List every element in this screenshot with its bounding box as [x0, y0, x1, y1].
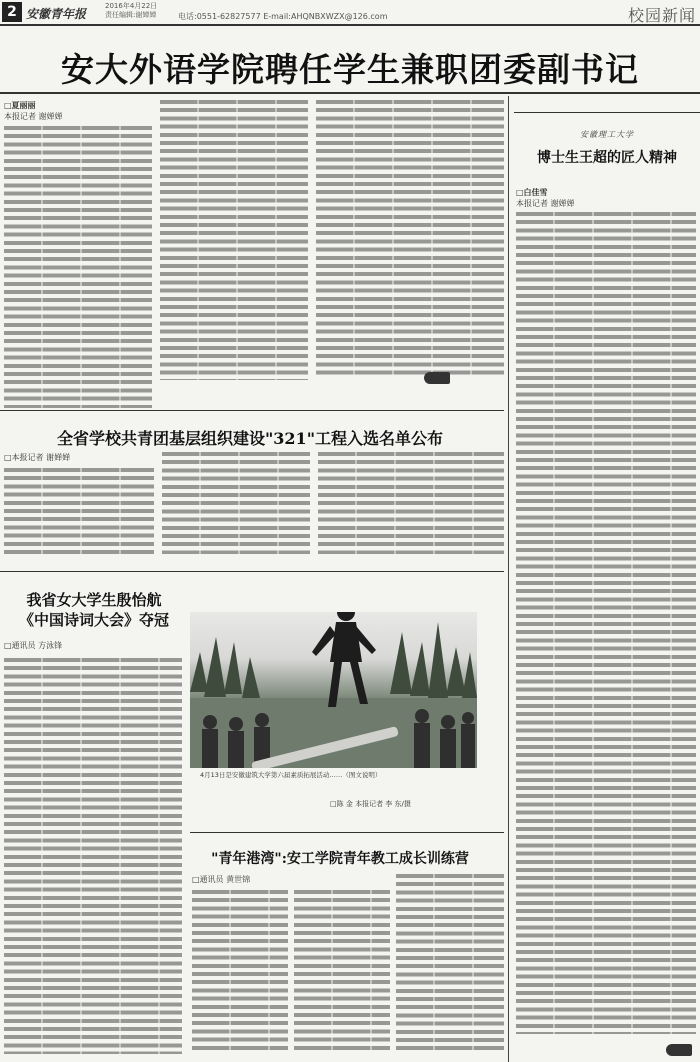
- photo-credit: □陈 金 本报记者 李 东/摄: [330, 800, 411, 808]
- third-headline-line-1: 我省女大学生殷怡航: [26, 591, 162, 609]
- third-headline: [4, 590, 184, 630]
- issue-date-line: 2016年4月22日: [105, 2, 158, 10]
- fourth-article-column-3: [396, 874, 504, 1054]
- section-rule-2: [0, 410, 504, 411]
- fourth-article-column-2: [294, 890, 390, 1054]
- section-rule-3: [0, 571, 504, 572]
- side-end-mark: [666, 1044, 692, 1056]
- masthead: [0, 0, 700, 26]
- fourth-headline: "青年港湾":安工学院青年教工成长训练营: [211, 851, 469, 867]
- fourth-byline: □通讯员 黄世锦: [192, 875, 251, 884]
- third-byline: □通讯员 方泳锋: [4, 641, 63, 650]
- second-article-column-2: [162, 452, 310, 554]
- main-article-column-1: [4, 126, 152, 408]
- main-article-column-3: [316, 100, 504, 376]
- main-byline-reporter: 本报记者 谢婵婵: [4, 112, 63, 121]
- second-article-column-1: [4, 468, 154, 554]
- side-top-rule: [514, 112, 700, 113]
- second-byline: □本报记者 谢婵婵: [4, 453, 71, 462]
- main-headline: 安大外语学院聘任学生兼职团委副书记: [61, 50, 639, 89]
- news-photo: [190, 612, 477, 768]
- side-byline-reporter: 本报记者 谢婵婵: [516, 199, 575, 208]
- fourth-article-column-1: [192, 890, 288, 1054]
- third-article-text: [4, 658, 182, 1054]
- side-byline-author: □白佳雪: [516, 188, 548, 197]
- side-article-text: [516, 212, 696, 1034]
- side-kicker: 安徽理工大学: [580, 130, 634, 139]
- third-headline-line-2: 《中国诗词大会》夺冠: [18, 611, 169, 629]
- section-rule-4: [190, 832, 504, 833]
- side-byline: [516, 187, 575, 209]
- page-number: 2: [2, 2, 22, 22]
- paper-name: 安徽青年报: [26, 7, 87, 21]
- main-article-column-2: [160, 100, 308, 380]
- end-mark: [424, 372, 450, 384]
- photo-caption: 4月13日是安徽建筑大学第六届素质拓展活动……（图文说明）: [200, 771, 382, 779]
- column-divider: [508, 96, 509, 1062]
- issue-date: [105, 2, 157, 20]
- editor-line: 责任编辑:谢婵婵: [105, 11, 157, 19]
- main-byline-author: □夏丽丽: [4, 101, 36, 110]
- photo-illustration: [190, 612, 477, 768]
- contact-info: 电话:0551-62827577 E-mail:AHQNBXWZX@126.com: [178, 12, 388, 21]
- main-byline: [4, 100, 63, 122]
- second-headline: 全省学校共青团基层组织建设"321"工程入选名单公布: [56, 429, 444, 448]
- side-headline: 博士生王超的匠人精神: [537, 150, 677, 166]
- headline-rule: [0, 92, 700, 94]
- second-article-column-3: [318, 452, 504, 554]
- section-name: 校园新闻: [627, 6, 696, 25]
